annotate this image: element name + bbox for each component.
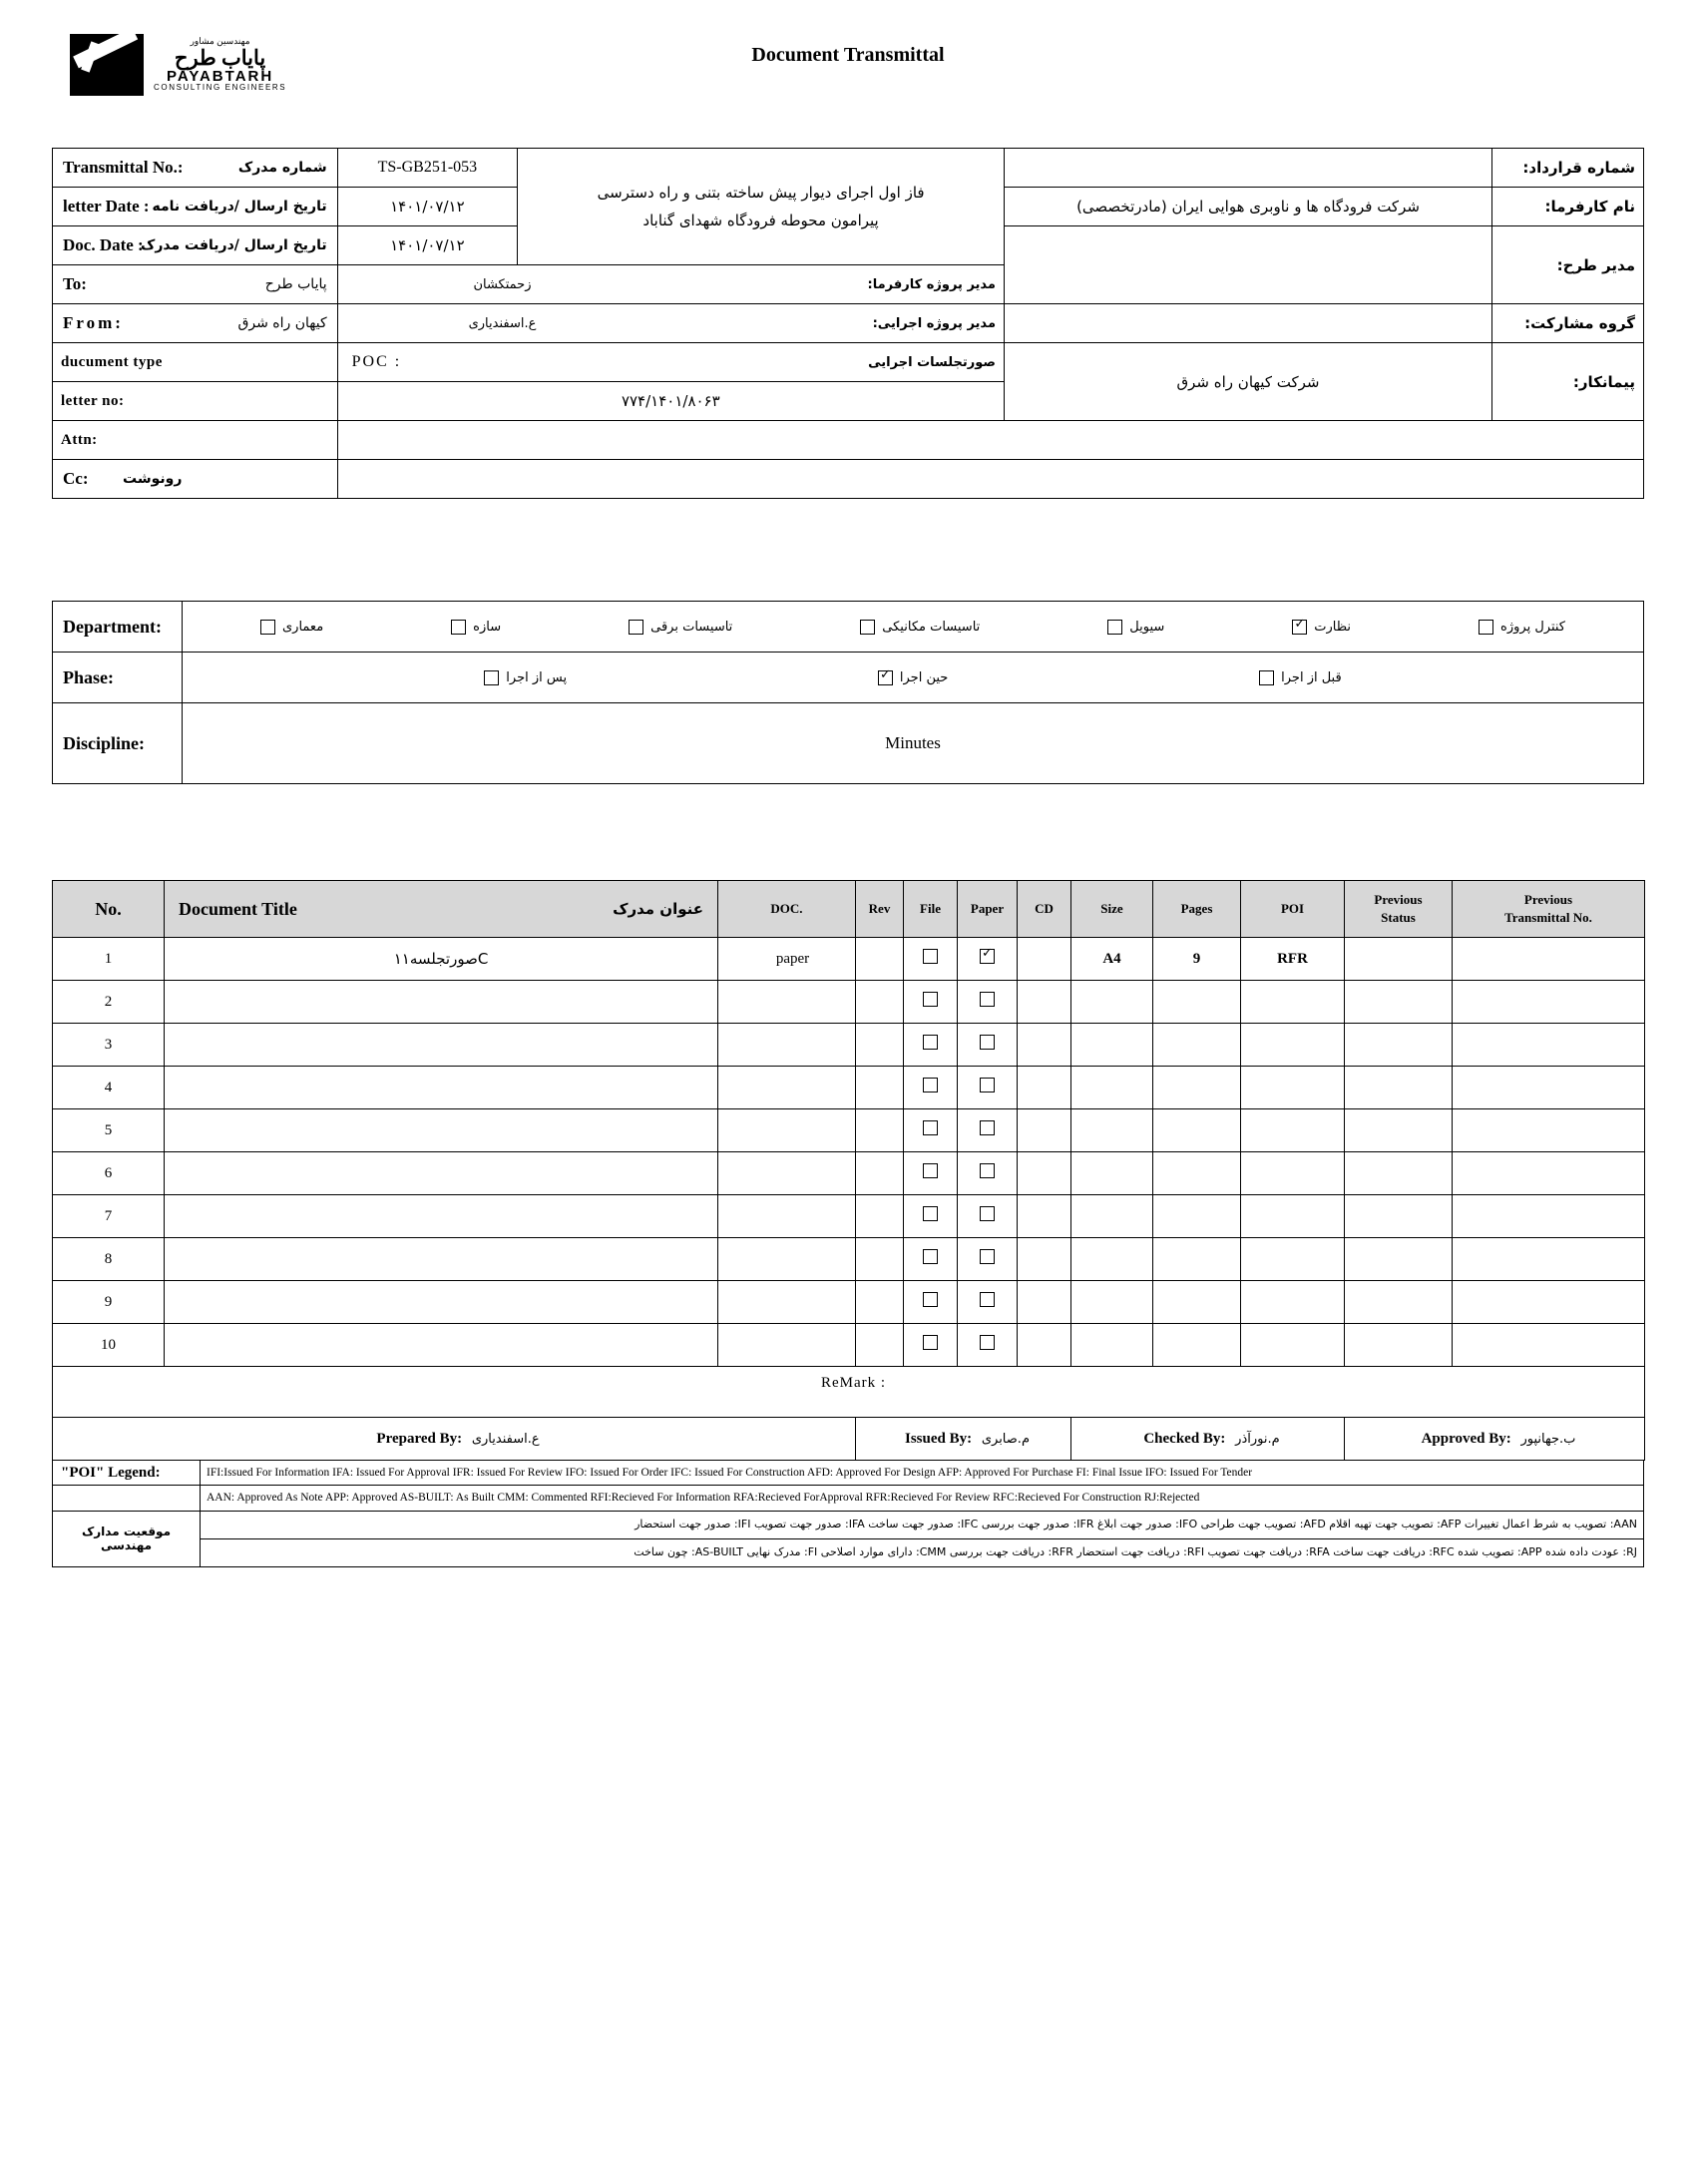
- cell-pages: [1153, 1067, 1241, 1109]
- table-row: [53, 304, 1644, 343]
- cell-joint-venture-label: گروه مشارکت:: [1492, 304, 1644, 343]
- cell-pages: [1153, 1024, 1241, 1067]
- cell-previous-transmittal: [1453, 981, 1645, 1024]
- table-row: [53, 1067, 1645, 1109]
- col-cd: CD: [1018, 881, 1071, 938]
- cell-doc-date-value: ۱۴۰۱/۰۷/۱۲: [337, 226, 518, 265]
- poi-legend-table: [52, 1460, 1644, 1567]
- checkbox-icon[interactable]: [923, 1078, 938, 1092]
- cell-previous-status: [1345, 938, 1453, 981]
- transmittal-info-table: [52, 148, 1644, 499]
- phase-option-after[interactable]: [484, 670, 567, 685]
- checkbox-icon[interactable]: [980, 1335, 995, 1350]
- cell-size: [1071, 1109, 1153, 1152]
- cell-title: [165, 981, 718, 1024]
- cell-doc: [718, 1238, 856, 1281]
- cell-previous-status: [1345, 1324, 1453, 1367]
- cell-pages: 9: [1153, 938, 1241, 981]
- department-option-kontrol-proje[interactable]: [1479, 620, 1565, 635]
- cell-cd: [1018, 1024, 1071, 1067]
- page-header: [52, 0, 1644, 138]
- department-option-sazeh[interactable]: [451, 620, 501, 635]
- cell-title: [165, 1195, 718, 1238]
- cell-cd: [1018, 1281, 1071, 1324]
- cell-attn-value: [337, 421, 1643, 460]
- cell-doc: [718, 1195, 856, 1238]
- table-row: [53, 1281, 1645, 1324]
- table-row: [53, 938, 1645, 981]
- cell-cd: [1018, 981, 1071, 1024]
- cell-no: 2: [53, 981, 165, 1024]
- cell-poi: [1241, 1324, 1345, 1367]
- cell-doc: [718, 1024, 856, 1067]
- cell-file[interactable]: [904, 1024, 958, 1067]
- cell-cd: [1018, 1238, 1071, 1281]
- department-option-label: سیویل: [1129, 619, 1165, 635]
- cell-no: 10: [53, 1324, 165, 1367]
- col-doc: DOC.: [718, 881, 856, 938]
- checkbox-icon[interactable]: [923, 1249, 938, 1264]
- logo-line-2: پایاب طرح: [174, 45, 266, 70]
- checkbox-icon[interactable]: [980, 1292, 995, 1307]
- to-role-label: مدیر پروژه کارفرما:: [867, 276, 996, 292]
- cell-no: 6: [53, 1152, 165, 1195]
- legend-en-line-2: AAN: Approved As Note APP: Approved AS-BUILT: As Built CMM: Commented RFI:Recieved For Information RFA:Recieved ForApproval RFR:Recieved For Review RFC:Recieved For Construction RJ:Rejected: [201, 1486, 1644, 1511]
- logo-line-3: PAYABTARH: [167, 67, 274, 85]
- cell-pages: [1153, 1281, 1241, 1324]
- cell-cd: [1018, 1152, 1071, 1195]
- cell-title: [165, 1238, 718, 1281]
- cell-doc: [718, 1152, 856, 1195]
- phase-option-label: حین اجرا: [899, 669, 949, 685]
- cell-paper[interactable]: [958, 1281, 1018, 1324]
- department-checkbox-row: [183, 620, 1643, 635]
- col-size: Size: [1071, 881, 1153, 938]
- table-row: [53, 1324, 1645, 1367]
- legend-title-spacer: [53, 1486, 201, 1511]
- cell-title: [165, 1109, 718, 1152]
- cell-pages: [1153, 1324, 1241, 1367]
- checkbox-icon[interactable]: [980, 1163, 995, 1178]
- cell-previous-transmittal: [1453, 1324, 1645, 1367]
- table-row: [53, 1511, 1644, 1538]
- signature-issued-by[interactable]: [856, 1418, 1071, 1461]
- checkbox-icon[interactable]: [1259, 670, 1274, 685]
- table-row: [53, 1367, 1645, 1418]
- cell-letter-date-value: ۱۴۰۱/۰۷/۱۲: [337, 188, 518, 226]
- cell-rev: [856, 1152, 904, 1195]
- checkbox-icon[interactable]: [923, 1163, 938, 1178]
- signature-label: Approved By:: [1421, 1430, 1511, 1447]
- checkbox-icon[interactable]: [980, 1249, 995, 1264]
- signature-label: Issued By:: [904, 1430, 973, 1447]
- department-option-tasisat-mekaniki[interactable]: [860, 620, 980, 635]
- cell-file[interactable]: [904, 1195, 958, 1238]
- checkbox-icon[interactable]: [451, 620, 466, 635]
- cell-paper[interactable]: [958, 938, 1018, 981]
- phase-label: Phase:: [53, 653, 183, 703]
- cell-poi: [1241, 1238, 1345, 1281]
- cell-rev: [856, 1067, 904, 1109]
- cell-employer-label: نام کارفرما:: [1492, 188, 1644, 226]
- col-rev: Rev: [856, 881, 904, 938]
- cell-cd: [1018, 938, 1071, 981]
- cell-cd: [1018, 1195, 1071, 1238]
- cell-letter-no-value: ۷۷۴/۱۴۰۱/۸۰۶۳: [337, 382, 1004, 421]
- cell-letter-date-label: letter Date : تاریخ ارسال /دریافت نامه: [53, 188, 338, 226]
- cell-rev: [856, 1109, 904, 1152]
- cell-contractor-value: شرکت کیهان راه شرق: [1005, 343, 1492, 421]
- cell-transmittal-no-value: TS-GB251-053: [337, 149, 518, 188]
- signature-approved-by[interactable]: [1345, 1418, 1645, 1461]
- checkbox-icon[interactable]: [923, 1206, 938, 1221]
- documents-rows: [53, 938, 1645, 1461]
- cell-doc: [718, 1281, 856, 1324]
- checkbox-icon[interactable]: [923, 1292, 938, 1307]
- cell-from-value: [337, 304, 1004, 343]
- cell-title: [165, 1324, 718, 1367]
- cell-pages: [1153, 981, 1241, 1024]
- cell-transmittal-no-label: Transmittal No.: شماره مدرک: [53, 149, 338, 188]
- checkbox-icon[interactable]: [484, 670, 499, 685]
- cell-previous-transmittal: [1453, 1238, 1645, 1281]
- col-previous-transmittal: Previous Transmittal No.: [1453, 881, 1645, 938]
- cell-previous-transmittal: [1453, 1195, 1645, 1238]
- checkbox-icon[interactable]: [980, 1206, 995, 1221]
- checkbox-icon[interactable]: [923, 949, 938, 964]
- cell-poi: RFR: [1241, 938, 1345, 981]
- cell-paper[interactable]: [958, 1152, 1018, 1195]
- department-option-label: تاسیسات مکانیکی: [882, 619, 981, 635]
- table-row: [53, 1486, 1644, 1511]
- phase-options: [183, 653, 1644, 703]
- cell-size: A4: [1071, 938, 1153, 981]
- cell-contractor-label: پیمانکار:: [1492, 343, 1644, 421]
- logo-line-1: مهندسین مشاور: [190, 36, 250, 47]
- checkbox-icon[interactable]: [980, 1120, 995, 1135]
- cell-paper[interactable]: [958, 1238, 1018, 1281]
- cell-previous-transmittal: [1453, 1109, 1645, 1152]
- cell-paper[interactable]: [958, 1067, 1018, 1109]
- cell-previous-status: [1345, 1238, 1453, 1281]
- cell-size: [1071, 1238, 1153, 1281]
- department-option-tasisat-barghi[interactable]: [629, 620, 732, 635]
- phase-option-label: پس از اجرا: [506, 669, 568, 685]
- cell-contract-no-label: شماره قرارداد:: [1492, 149, 1644, 188]
- table-row: [53, 421, 1644, 460]
- cell-previous-status: [1345, 1067, 1453, 1109]
- checkbox-icon[interactable]: [629, 620, 643, 635]
- col-document-title-en: Document Title: [179, 898, 297, 919]
- table-row: [53, 653, 1644, 703]
- checkbox-icon[interactable]: [1292, 620, 1307, 635]
- department-options: [183, 602, 1644, 653]
- col-document-title-fa: عنوان مدرک: [613, 900, 703, 918]
- col-pages: Pages: [1153, 881, 1241, 938]
- remark-label: ReMark :: [820, 1375, 887, 1391]
- cell-title: [165, 1024, 718, 1067]
- cell-pages: [1153, 1195, 1241, 1238]
- cell-doc-date-label: Doc. Date : تاریخ ارسال /دریافت مدرک: [53, 226, 338, 265]
- signature-prepared-by[interactable]: [53, 1418, 856, 1461]
- table-row: [53, 703, 1644, 784]
- col-poi: POI: [1241, 881, 1345, 938]
- signature-label: Prepared By:: [376, 1430, 463, 1447]
- cell-size: [1071, 1195, 1153, 1238]
- phase-option-during[interactable]: [878, 670, 948, 685]
- cell-previous-status: [1345, 981, 1453, 1024]
- checkbox-icon[interactable]: [1107, 620, 1122, 635]
- department-label: Department:: [53, 602, 183, 653]
- cell-previous-transmittal: [1453, 938, 1645, 981]
- cell-paper[interactable]: [958, 1109, 1018, 1152]
- table-row: [53, 602, 1644, 653]
- logo-line-4: CONSULTING ENGINEERS: [154, 83, 287, 93]
- cell-size: [1071, 981, 1153, 1024]
- table-row: [53, 1461, 1644, 1486]
- cell-title: [165, 1152, 718, 1195]
- cell-to-value: [337, 265, 1004, 304]
- document-type-code: POC :: [351, 353, 402, 370]
- legend-en-line-1: IFI:Issued For Information IFA: Issued For Approval IFR: Issued For Review IFO: Issued For Order IFC: Issued For Construction AFD: Approved For Design AFP: Approved For Purchase FI: Final Issue IFO: Issued For Tender: [201, 1461, 1644, 1486]
- cell-poi: [1241, 1024, 1345, 1067]
- from-role-label: مدیر پروژه اجرایی:: [872, 315, 996, 331]
- phase-option-before[interactable]: [1259, 670, 1342, 685]
- cell-size: [1071, 1024, 1153, 1067]
- department-option-label: کنترل پروژه: [1500, 619, 1565, 635]
- cell-employer-value: شرکت فرودگاه ها و ناوبری هوایی ایران (مادرتخصصی): [1005, 188, 1492, 226]
- cell-no: 7: [53, 1195, 165, 1238]
- cell-previous-transmittal: [1453, 1024, 1645, 1067]
- cell-rev: [856, 938, 904, 981]
- department-option-label: معماری: [282, 619, 324, 635]
- cell-doc: [718, 1109, 856, 1152]
- checkbox-icon[interactable]: [878, 670, 893, 685]
- cell-file[interactable]: [904, 1281, 958, 1324]
- page-title: Document Transmittal: [751, 44, 945, 66]
- cell-file[interactable]: [904, 1152, 958, 1195]
- cell-doc: [718, 981, 856, 1024]
- cell-previous-status: [1345, 1152, 1453, 1195]
- department-option-label: سازه: [473, 619, 502, 635]
- cell-rev: [856, 1324, 904, 1367]
- cell-paper[interactable]: [958, 1024, 1018, 1067]
- project-description-line-2: پیرامون محوطه فرودگاه شهدای گناباد: [642, 212, 879, 229]
- cell-cd: [1018, 1324, 1071, 1367]
- table-row: [53, 149, 1644, 188]
- table-row: [53, 1024, 1645, 1067]
- cell-poi: [1241, 1281, 1345, 1324]
- checkbox-icon[interactable]: [980, 949, 995, 964]
- from-person: ع.اسفندیاری: [468, 315, 537, 331]
- table-row: [53, 343, 1644, 382]
- cell-letter-no-label: letter no:: [53, 382, 338, 421]
- checkbox-icon[interactable]: [980, 1035, 995, 1050]
- cell-joint-venture-value: [1005, 304, 1492, 343]
- cell-poi: [1241, 1152, 1345, 1195]
- signature-name: م.صابری: [981, 1431, 1030, 1447]
- cell-previous-status: [1345, 1109, 1453, 1152]
- phase-option-label: قبل از اجرا: [1281, 669, 1342, 685]
- department-option-label: نظارت: [1314, 619, 1352, 635]
- cell-cc-value: [337, 460, 1643, 499]
- department-option-label: تاسیسات برقی: [650, 619, 733, 635]
- table-row: [53, 1538, 1644, 1566]
- legend-fa-line-1: AAN: تصویب به شرط اعمال تغییرات AFP: تصویب جهت تهیه اقلام AFD: تصویب جهت طراحی IFO: صدور جهت ابلاغ IFR: صدور جهت بررسی IFC: صدور جهت ساخت IFA: صدور جهت تصویب IFI: صدور جهت استحضار: [201, 1511, 1644, 1538]
- discipline-label: Discipline:: [53, 703, 183, 784]
- signature-name: ع.اسفندیاری: [471, 1431, 540, 1447]
- col-no: No.: [53, 881, 165, 938]
- cell-poi: [1241, 1109, 1345, 1152]
- cell-previous-status: [1345, 1024, 1453, 1067]
- cell-file[interactable]: [904, 938, 958, 981]
- table-row: [53, 1238, 1645, 1281]
- to-person: زحمتکشان: [473, 276, 532, 292]
- signature-name: م.نورآذر: [1235, 1431, 1280, 1447]
- document-type-fa: صورتجلسات اجرایی: [868, 354, 996, 370]
- cell-no: 3: [53, 1024, 165, 1067]
- cell-no: 4: [53, 1067, 165, 1109]
- cell-file[interactable]: [904, 981, 958, 1024]
- cell-file[interactable]: [904, 1324, 958, 1367]
- classification-table: [52, 601, 1644, 784]
- checkbox-icon[interactable]: [923, 1120, 938, 1135]
- table-row: [53, 460, 1644, 499]
- table-row: [53, 1195, 1645, 1238]
- checkbox-icon[interactable]: [260, 620, 275, 635]
- col-paper: Paper: [958, 881, 1018, 938]
- table-row: [53, 1109, 1645, 1152]
- cell-contract-no-value: [1005, 149, 1492, 188]
- cell-file[interactable]: [904, 1109, 958, 1152]
- cell-no: 8: [53, 1238, 165, 1281]
- cell-previous-status: [1345, 1195, 1453, 1238]
- department-option-civil[interactable]: [1107, 620, 1164, 635]
- cell-cc-label: Cc: رونوشت: [53, 460, 338, 499]
- remark-cell[interactable]: [53, 1367, 1645, 1418]
- checkbox-icon[interactable]: [980, 1078, 995, 1092]
- cell-no: 1: [53, 938, 165, 981]
- legend-fa-line-2: RJ: عودت داده شده APP: تصویب شده RFC: دریافت جهت ساخت RFA: دریافت جهت تصویب RFI: دریافت جهت استحضار RFR: دریافت جهت بررسی CMM: دارای موارد اصلاحی FI: مدرک نهایی AS-BUILT: چون ساخت: [201, 1538, 1644, 1566]
- cell-file[interactable]: [904, 1067, 958, 1109]
- table-header-row: [53, 881, 1645, 938]
- department-option-nezarat[interactable]: [1292, 620, 1351, 635]
- cell-doc: [718, 1324, 856, 1367]
- cell-document-type-value: [337, 343, 1004, 382]
- cell-rev: [856, 1238, 904, 1281]
- cell-no: 9: [53, 1281, 165, 1324]
- cell-rev: [856, 1195, 904, 1238]
- signature-row: [53, 1418, 1645, 1461]
- phase-checkbox-row: [183, 670, 1643, 685]
- table-row: [53, 981, 1645, 1024]
- cell-rev: [856, 981, 904, 1024]
- cell-rev: [856, 1281, 904, 1324]
- discipline-value: Minutes: [183, 703, 1644, 784]
- col-document-title: [165, 881, 718, 938]
- table-row: [53, 1152, 1645, 1195]
- cell-title: صورتجلسه۱۱C: [165, 938, 718, 981]
- checkbox-icon[interactable]: [923, 992, 938, 1007]
- checkbox-icon[interactable]: [923, 1035, 938, 1050]
- cell-cd: [1018, 1067, 1071, 1109]
- cell-poi: [1241, 981, 1345, 1024]
- cell-document-type-label: ducument type: [53, 343, 338, 382]
- cell-size: [1071, 1281, 1153, 1324]
- checkbox-icon[interactable]: [860, 620, 875, 635]
- checkbox-icon[interactable]: [923, 1335, 938, 1350]
- cell-rev: [856, 1024, 904, 1067]
- cell-file[interactable]: [904, 1238, 958, 1281]
- cell-size: [1071, 1152, 1153, 1195]
- department-option-memari[interactable]: [260, 620, 323, 635]
- cell-no: 5: [53, 1109, 165, 1152]
- legend-title: "POI" Legend:: [53, 1461, 201, 1486]
- cell-design-manager-value: [1005, 226, 1492, 304]
- signature-checked-by[interactable]: [1071, 1418, 1345, 1461]
- cell-poi: [1241, 1195, 1345, 1238]
- cell-doc: paper: [718, 938, 856, 981]
- col-file: File: [904, 881, 958, 938]
- cell-size: [1071, 1067, 1153, 1109]
- cell-previous-transmittal: [1453, 1152, 1645, 1195]
- cell-pages: [1153, 1109, 1241, 1152]
- col-previous-status: Previous Status: [1345, 881, 1453, 938]
- cell-cd: [1018, 1109, 1071, 1152]
- cell-pages: [1153, 1238, 1241, 1281]
- signature-label: Checked By:: [1143, 1430, 1226, 1447]
- cell-title: [165, 1281, 718, 1324]
- cell-pages: [1153, 1152, 1241, 1195]
- cell-previous-transmittal: [1453, 1281, 1645, 1324]
- documents-table: [52, 880, 1645, 1461]
- cell-paper[interactable]: [958, 1324, 1018, 1367]
- signature-name: ب.جهانپور: [1520, 1431, 1576, 1447]
- project-description-line-1: فاز اول اجرای دیوار پیش ساخته بتنی و راه دسترسی: [597, 183, 925, 202]
- cell-attn-label: Attn:: [53, 421, 338, 460]
- cell-previous-transmittal: [1453, 1067, 1645, 1109]
- cell-poi: [1241, 1067, 1345, 1109]
- cell-title: [165, 1067, 718, 1109]
- cell-to-label: To: پایاب طرح: [53, 265, 338, 304]
- cell-project-description: [518, 149, 1005, 265]
- cell-design-manager-label: مدیر طرح:: [1492, 226, 1644, 304]
- cell-doc: [718, 1067, 856, 1109]
- legend-title-fa: موقعیت مدارک مهندسی: [53, 1511, 201, 1566]
- cell-from-label: From: کیهان راه شرق: [53, 304, 338, 343]
- cell-paper[interactable]: [958, 1195, 1018, 1238]
- checkbox-icon[interactable]: [980, 992, 995, 1007]
- cell-size: [1071, 1324, 1153, 1367]
- checkbox-icon[interactable]: [1479, 620, 1493, 635]
- cell-paper[interactable]: [958, 981, 1018, 1024]
- cell-previous-status: [1345, 1281, 1453, 1324]
